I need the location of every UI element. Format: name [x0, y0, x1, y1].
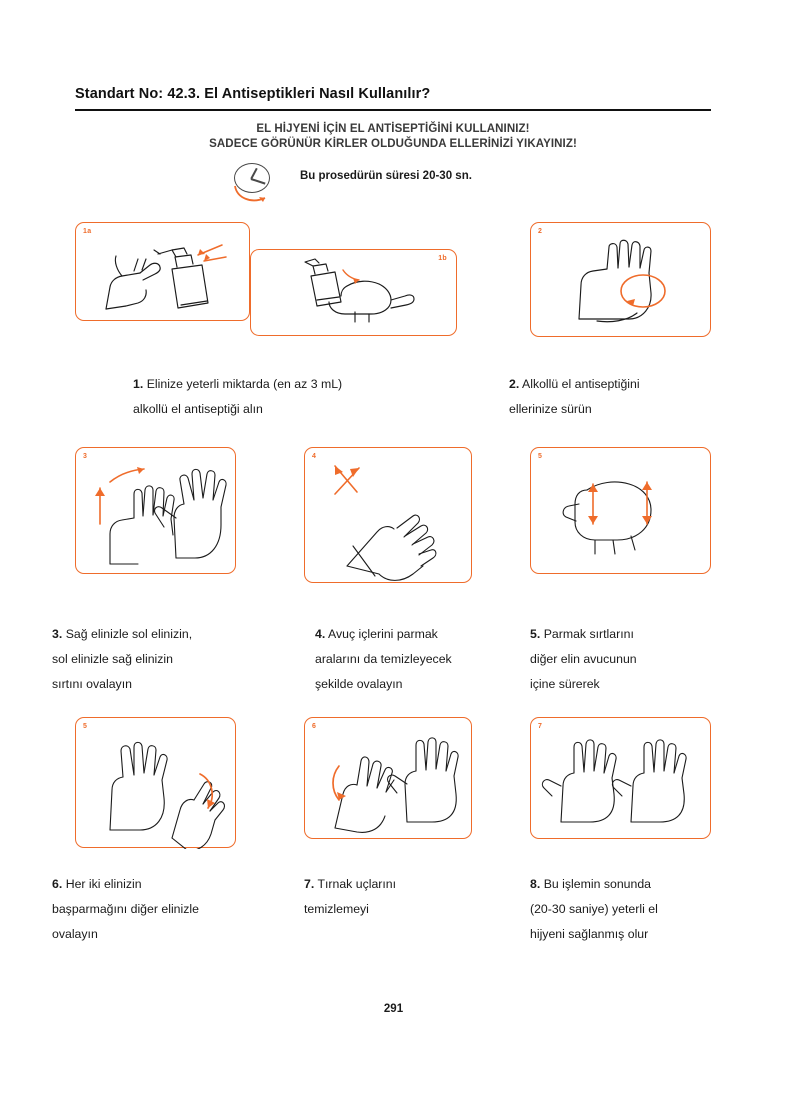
step-number: 4. — [315, 627, 326, 641]
banner-line-2: SADECE GÖRÜNÜR KİRLER OLDUĞUNDA ELLERİNİZİ YIKAYINIZ! — [209, 138, 577, 150]
step-caption-7 — [304, 872, 534, 922]
step-number: 7. — [304, 877, 315, 891]
step-number: 2. — [509, 377, 520, 391]
step-caption-8 — [530, 872, 760, 947]
page-number: 291 — [383, 1003, 404, 1015]
step-number: 1. — [133, 377, 144, 391]
panel-badge: 1b — [438, 255, 447, 262]
illustration-panel-3 — [75, 447, 236, 574]
step-line: başparmağını diğer elinizle — [52, 902, 199, 916]
step-line: (20-30 saniye) yeterli el — [530, 902, 658, 916]
hand-with-dispenser-illustration — [76, 223, 251, 322]
banner-line-1: EL HİJYENİ İÇİN EL ANTİSEPTİĞİNİ KULLANINIZ! — [256, 123, 530, 135]
rotational-rubbing-of-thumb-illustration — [76, 718, 237, 849]
step-number: 6. — [52, 877, 63, 891]
step-line: Bu işlemin sonunda — [543, 877, 652, 891]
step-line: Parmak sırtlarını — [543, 627, 634, 641]
step-line: Alkollü el antiseptiğini — [522, 377, 640, 391]
panel-badge: 5 — [538, 453, 543, 460]
panel-badge: 6 — [312, 723, 317, 730]
step-number: 3. — [52, 627, 63, 641]
step-line: hijyeni sağlanmış olur — [530, 927, 649, 941]
step-line: Avuç içlerini parmak — [328, 627, 438, 641]
step-line: diğer elin avucunun — [530, 652, 637, 666]
banner — [75, 122, 711, 152]
duration-note: Bu prosedürün süresi 20-30 sn. — [300, 170, 472, 182]
page-title: Standart No: 42.3. El Antiseptikleri Nasıl Kullanılır? — [75, 86, 431, 102]
panel-badge: 1a — [83, 228, 92, 235]
illustration-panel-8 — [530, 717, 711, 839]
panel-badge: 4 — [312, 453, 317, 460]
hand-over-back-of-hand-illustration — [76, 448, 237, 575]
step-caption-2 — [509, 372, 739, 422]
panel-badge: 3 — [83, 453, 88, 460]
title-divider — [75, 109, 711, 111]
step-caption-4 — [315, 622, 545, 697]
clean-hands-illustration — [531, 718, 712, 840]
step-line: ellerinize sürün — [509, 402, 592, 416]
step-line: sol elinizle sağ elinizin — [52, 652, 173, 666]
palms-rubbing-circular-illustration — [531, 223, 712, 338]
illustration-panel-1b — [250, 249, 457, 336]
hand-cupped-with-antiseptic-illustration — [251, 250, 458, 337]
backs-of-fingers-to-opposing-palm-illustration — [531, 448, 712, 575]
step-number: 5. — [530, 627, 541, 641]
step-line: ovalayın — [52, 927, 98, 941]
step-line: Elinize yeterli miktarda (en az 3 mL) — [146, 377, 343, 391]
step-line: içine sürerek — [530, 677, 600, 691]
step-caption-1 — [133, 372, 433, 422]
illustration-panel-4 — [304, 447, 472, 583]
step-line: Tırnak uçlarını — [317, 877, 397, 891]
step-line: sırtını ovalayın — [52, 677, 132, 691]
step-caption-5 — [530, 622, 750, 697]
step-line: Her iki elinizin — [65, 877, 142, 891]
panel-badge: 7 — [538, 723, 543, 730]
panel-badge: 5 — [83, 723, 88, 730]
illustration-panel-6 — [75, 717, 236, 848]
palm-to-palm-fingers-interlaced-illustration — [305, 448, 473, 584]
clock-icon — [229, 163, 283, 207]
step-line: şekilde ovalayın — [315, 677, 403, 691]
curved-arrow-icon — [231, 184, 275, 206]
step-line: Sağ elinizle sol elinizin, — [65, 627, 193, 641]
illustration-panel-5 — [530, 447, 711, 574]
illustration-panel-2 — [530, 222, 711, 337]
step-line: aralarını da temizleyecek — [315, 652, 452, 666]
step-line: alkollü el antiseptiği alın — [133, 402, 263, 416]
fingertips-rubbing-in-palm-illustration — [305, 718, 473, 840]
step-caption-6 — [52, 872, 302, 947]
illustration-panel-1a — [75, 222, 250, 321]
illustration-panel-7 — [304, 717, 472, 839]
panel-badge: 2 — [538, 228, 543, 235]
step-number: 8. — [530, 877, 541, 891]
step-caption-3 — [52, 622, 302, 697]
step-line: temizlemeyi — [304, 902, 369, 916]
